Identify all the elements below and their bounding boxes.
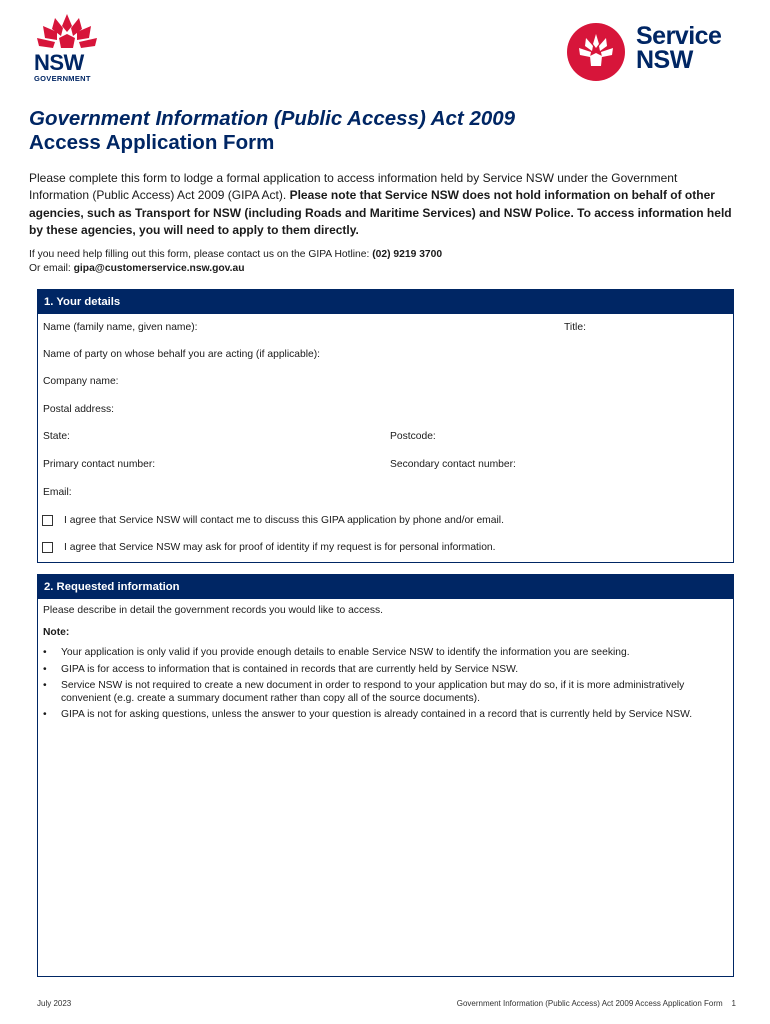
intro-text: Please complete this form to lodge a formal application to access information held by Service NSW under the Government Information (Public Access) Act 2009 (GIPA Act). — [29, 171, 678, 203]
your-details-section — [37, 289, 734, 563]
contact-consent-row[interactable] — [42, 515, 504, 526]
postal-address-field[interactable]: Postal address: — [43, 404, 114, 415]
help-hotline-label: If you need help filling out this form, please contact us on the GIPA Hotline: — [29, 249, 373, 260]
form-act-title: Government Information (Public Access) Act 2009 — [29, 107, 516, 130]
service-nsw-logo — [566, 22, 736, 82]
note-list — [43, 647, 731, 722]
state-field[interactable]: State: — [43, 431, 70, 442]
requested-information-heading: 2. Requested information — [38, 575, 733, 599]
identity-consent-label: I agree that Service NSW may ask for proof of identity if my request is for personal information. — [64, 542, 496, 553]
identity-consent-checkbox[interactable] — [42, 542, 53, 553]
contact-consent-checkbox[interactable] — [42, 515, 53, 526]
list-item: • Service NSW is not required to create a new document in order to respond to your application but may do so, if it is more administratively convenient (e.g. create a summary document rather than copy all of the source documents). — [43, 680, 731, 705]
name-field[interactable]: Name (family name, given name): — [43, 322, 198, 333]
help-email-label: Or email: — [29, 262, 74, 274]
help-email-link[interactable]: gipa@customerservice.nsw.gov.au — [73, 262, 245, 274]
intro-paragraph — [29, 170, 739, 239]
nsw-logo-subtitle: GOVERNMENT — [34, 74, 91, 83]
contact-consent-label: I agree that Service NSW will contact me to discuss this GIPA application by phone and/or email. — [64, 515, 504, 526]
requested-information-description: Please describe in detail the government records you would like to access. — [43, 605, 383, 616]
party-name-field[interactable]: Name of party on whose behalf you are acting (if applicable): — [43, 349, 321, 360]
help-contact — [29, 248, 739, 275]
postcode-field[interactable]: Postcode: — [390, 431, 436, 442]
footer-doc-title: Government Information (Public Access) Act 2009 Access Application Form — [456, 999, 723, 1008]
primary-contact-field[interactable]: Primary contact number: — [43, 459, 156, 470]
page-number: 1 — [731, 999, 736, 1008]
requested-information-body[interactable] — [43, 605, 731, 726]
your-details-heading: 1. Your details — [38, 290, 733, 314]
company-name-field[interactable]: Company name: — [43, 376, 119, 387]
service-nsw-line1: Service — [636, 22, 722, 50]
service-nsw-logo-text — [636, 24, 721, 72]
note-label: Note: — [43, 626, 70, 638]
list-item: • GIPA is for access to information that is contained in records that are currently held by Service NSW. — [43, 664, 731, 677]
identity-consent-row[interactable] — [42, 542, 496, 553]
form-title: Access Application Form — [29, 131, 275, 154]
email-field[interactable]: Email: — [43, 487, 72, 498]
service-nsw-line2: NSW — [636, 46, 693, 74]
intro-bold-text: Please note that Service NSW does not hold information on behalf of other agencies, such as Transport for NSW (including Roads and Maritime Services) and NSW Police. To access information held by these agencies, you will need to apply to them directly. — [29, 188, 732, 237]
help-hotline-number: (02) 9219 3700 — [372, 249, 443, 260]
waratah-icon — [29, 12, 105, 52]
footer-title — [400, 999, 736, 1008]
list-item: • GIPA is not for asking questions, unless the answer to your question is already contained in a record that is currently held by Service NSW. — [43, 709, 731, 722]
list-item: • Your application is only valid if you provide enough details to enable Service NSW to identify the information you are seeking. — [43, 647, 731, 660]
requested-information-section — [37, 574, 734, 977]
secondary-contact-field[interactable]: Secondary contact number: — [390, 459, 516, 470]
footer-date: July 2023 — [37, 999, 72, 1008]
service-nsw-emblem-icon — [566, 22, 626, 82]
nsw-logo-text: NSW — [34, 50, 84, 75]
title-field[interactable]: Title: — [564, 322, 586, 333]
